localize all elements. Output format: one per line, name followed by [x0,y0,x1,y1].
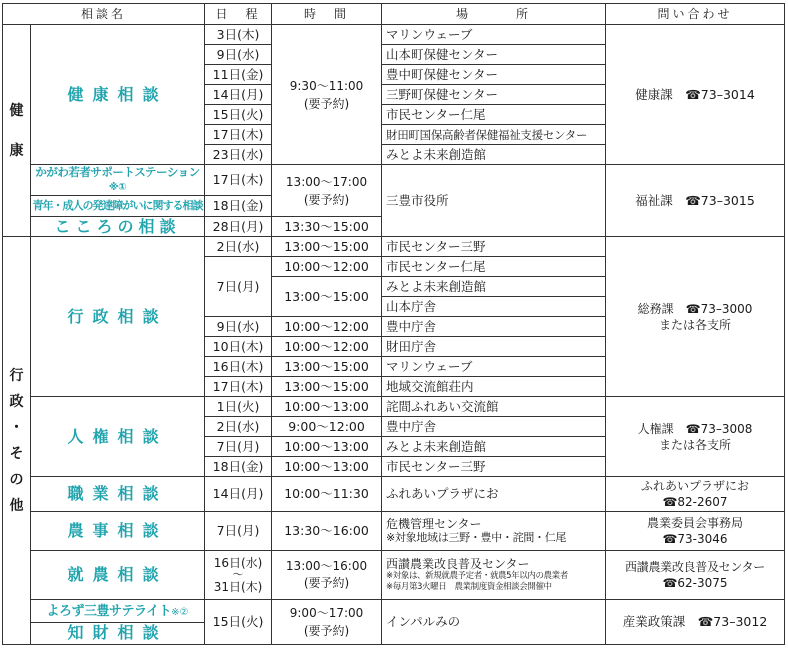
place-text: 危機管理センター [386,517,482,531]
gyosei-consult-name: 行政相談 [31,237,205,397]
time-cell: 10:00～13:00 [272,437,382,457]
place-cell: みとよ未来創造館 [382,277,606,297]
time-text: 13:00～17:00 [285,174,368,189]
time-cell: 10:00～12:00 [272,317,382,337]
place-cell [382,551,606,600]
date-cell: 18日(金) [205,196,272,217]
date-cell: 17日(木) [205,165,272,196]
place-cell: 地域交流館荘内 [382,377,606,397]
place-cell: 山本町保健センター [382,45,606,65]
time-cell: 10:00～13:00 [272,457,382,477]
contact-text: 人権課 ☎73–3008 [637,421,753,436]
table-row [3,477,785,512]
shuno-consult-name: 就農相談 [31,551,205,600]
date-cell: 15日(火) [205,105,272,125]
time-note: (要予約) [303,624,350,638]
time-note: (要予約) [303,96,350,111]
date-cell: 14日(月) [205,85,272,105]
gyosei-contact [606,237,785,397]
yorozu-consult-name [31,600,205,645]
time-text: 9:30～11:00 [289,78,364,93]
category-char: の [9,471,24,488]
category-char: ・ [9,419,24,436]
time-text: 9:00～17:00 [289,606,364,620]
contact-text: 農業委員会事務局 [647,516,744,530]
date-cell: 15日(火) [205,600,272,645]
date-text: 16日(水) [213,556,263,570]
shokugyo-consult-name: 職業相談 [31,477,205,512]
youth-time [272,165,382,217]
date-cell: 9日(水) [205,317,272,337]
table-row [3,512,785,551]
place-cell: インパルみの [382,600,606,645]
contact-text: ☎62-3075 [662,576,728,590]
date-cell: 17日(木) [205,125,272,145]
yorozu-contact: 産業政策課 ☎73–3012 [606,600,785,645]
date-cell: 11日(金) [205,65,272,85]
category-char: 健 [9,102,24,119]
category-char: 行 [9,367,24,384]
jinken-contact [606,397,785,477]
category-char: そ [9,445,24,462]
time-cell: 13:00～15:00 [272,357,382,377]
kokoro-consult-name: こころの相談 [31,217,205,237]
date-cell: 7日(月) [205,437,272,457]
header-name: 相談名 [3,4,205,25]
time-cell: 10:00～11:30 [272,477,382,512]
date-cell: 17日(木) [205,377,272,397]
shuno-contact [606,551,785,600]
date-cell: 28日(月) [205,217,272,237]
table-row [3,237,785,257]
place-cell: みとよ未来創造館 [382,145,606,165]
category-health [3,25,31,237]
date-cell: 2日(水) [205,417,272,437]
place-cell: 三野町保健センター [382,85,606,105]
fukushi-contact: 福祉課 ☎73–3015 [606,165,785,237]
date-cell: 2日(水) [205,237,272,257]
table-row [3,25,785,45]
place-cell: 豊中庁舎 [382,317,606,337]
header-row [3,4,785,25]
place-cell: 市民センター三野 [382,457,606,477]
time-note: (要予約) [303,192,350,207]
time-note: (要予約) [303,576,350,590]
time-cell [272,551,382,600]
health-contact: 健康課 ☎73–3014 [606,25,785,165]
time-text: 13:00～16:00 [285,559,368,573]
place-note: ※対象地域は三野・豊中・詫間・仁尾 [386,531,567,544]
time-cell: 13:30～16:00 [272,512,382,551]
category-char: 康 [9,142,24,159]
date-text: 31日(木) [213,580,263,594]
place-cell: マリンウェーブ [382,25,606,45]
place-cell: 詫間ふれあい交流館 [382,397,606,417]
place-cell: 市民センター仁尾 [382,257,606,277]
place-cell: みとよ未来創造館 [382,437,606,457]
contact-text: ☎73-3046 [662,532,728,546]
place-cell: 豊中庁舎 [382,417,606,437]
time-cell: 10:00～13:00 [272,397,382,417]
category-char: 政 [9,393,24,410]
noji-contact [606,512,785,551]
place-cell: 財田庁舎 [382,337,606,357]
date-cell: 7日(月) [205,257,272,317]
name-text: かがわ若者サポートステーション [35,165,200,179]
contact-text: または各支所 [659,317,732,332]
date-cell: 3日(木) [205,25,272,45]
time-cell [272,600,382,645]
consultation-table [2,3,785,645]
place-cell: ふれあいプラザにお [382,477,606,512]
noji-consult-name: 農事相談 [31,512,205,551]
table-row [3,551,785,600]
table-row [3,600,785,645]
date-cell: 18日(金) [205,457,272,477]
date-cell: 1日(火) [205,397,272,417]
time-cell: 13:00～15:00 [272,277,382,317]
contact-text: または各支所 [659,437,732,452]
contact-text: ふれあいプラザにお [641,479,750,493]
header-contact: 問い合わせ [606,4,785,25]
note-mark: ※② [171,606,189,618]
yorozu-name-top [31,601,204,623]
time-cell: 13:00～15:00 [272,377,382,397]
header-time: 時 間 [272,4,382,25]
place-cell [382,512,606,551]
note-mark: ※① [108,182,127,193]
date-cell: 7日(月) [205,512,272,551]
category-admin [3,237,31,645]
place-cell: 豊中町保健センター [382,65,606,85]
date-cell: 14日(月) [205,477,272,512]
place-note: ※対象は、新規就農予定者・就農5年以内の農業者 [386,571,568,581]
time-cell: 10:00～12:00 [272,337,382,357]
place-note: ※毎月第3火曜日 農業制度資金相談会開催中 [386,582,552,592]
shokugyo-contact [606,477,785,512]
time-cell: 13:30～15:00 [272,217,382,237]
place-cell: 財田町国保高齢者保健福祉支援センター [382,125,606,145]
date-cell [205,551,272,600]
place-cell: 市民センター三野 [382,237,606,257]
health-time [272,25,382,165]
contact-text: 西讃農業改良普及センター [625,560,765,574]
time-cell: 13:00～15:00 [272,237,382,257]
jinken-consult-name: 人権相談 [31,397,205,477]
dev-disability-name: 青年・成人の発達障がいに関する相談 [31,196,205,217]
table-row [3,165,785,196]
place-cell: マリンウェーブ [382,357,606,377]
health-consult-name: 健康相談 [31,25,205,165]
time-cell: 9:00～12:00 [272,417,382,437]
header-place: 場 所 [382,4,606,25]
table-row [3,397,785,417]
date-cell: 16日(木) [205,357,272,377]
date-cell: 23日(水) [205,145,272,165]
youth-support-name [31,165,205,196]
place-cell: 三豊市役所 [382,165,606,237]
time-cell: 10:00～12:00 [272,257,382,277]
place-text: 西讃農業改良普及センター [386,557,530,571]
place-cell: 市民センター仁尾 [382,105,606,125]
date-range-mark: ～ [232,568,244,581]
chizai-name: 知財相談 [67,622,168,642]
header-date: 日 程 [205,4,272,25]
category-char: 他 [9,497,24,514]
date-cell: 10日(木) [205,337,272,357]
contact-text: 総務課 ☎73–3000 [637,301,753,316]
name-text: よろず三豊サテライト [46,603,172,619]
place-cell: 山本庁舎 [382,297,606,317]
contact-text: ☎82-2607 [662,495,728,509]
date-cell: 9日(水) [205,45,272,65]
